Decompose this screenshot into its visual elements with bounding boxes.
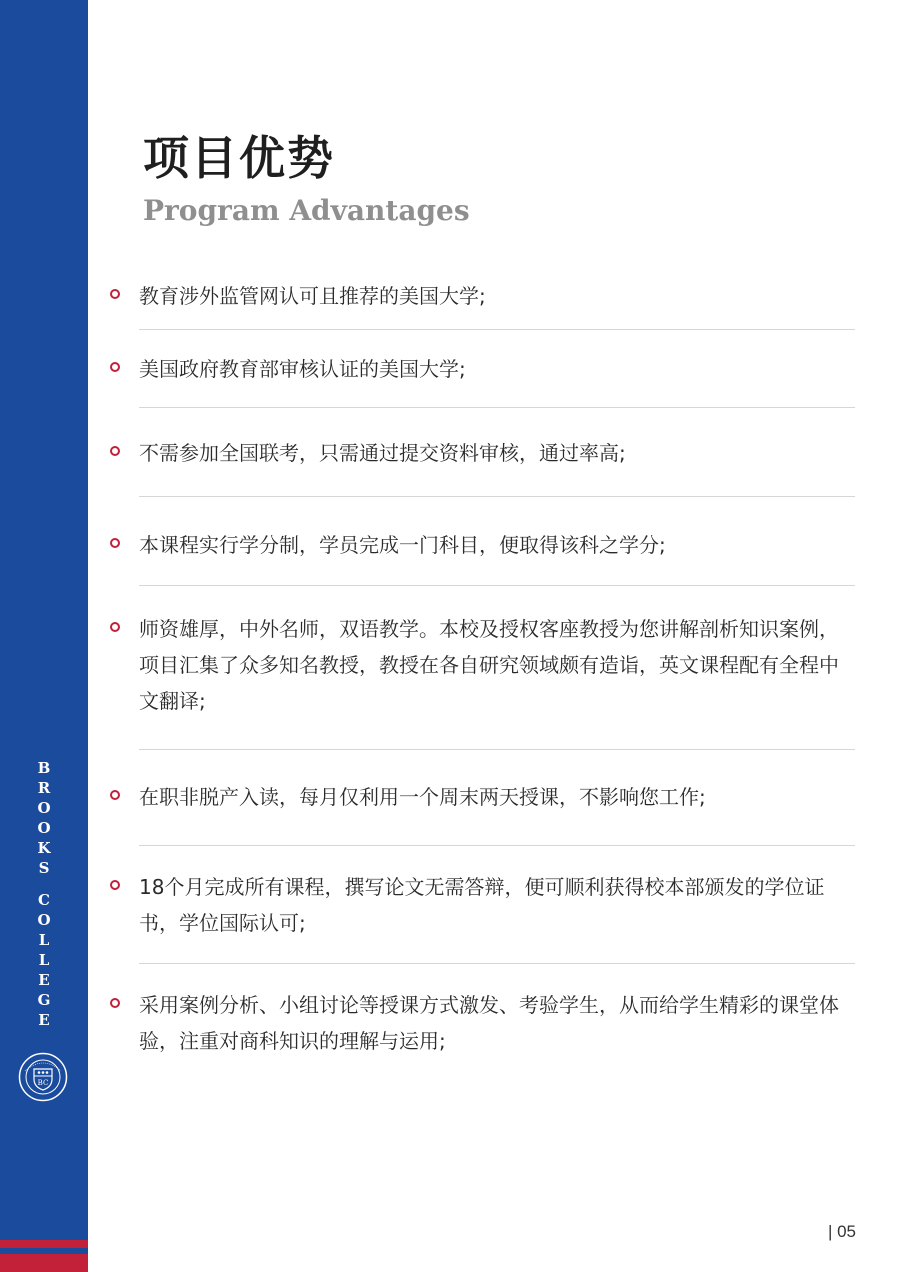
advantage-text: 美国政府教育部审核认证的美国大学; bbox=[139, 357, 466, 381]
bullet-icon bbox=[110, 880, 120, 890]
letter: G bbox=[37, 991, 51, 1009]
advantage-text: 教育涉外监管网认可且推荐的美国大学; bbox=[139, 284, 486, 308]
bullet-icon bbox=[110, 362, 120, 372]
advantage-text: 在职非脱产入读，每月仅利用一个周末两天授课，不影响您工作; bbox=[139, 785, 706, 809]
letter: E bbox=[38, 1011, 50, 1029]
bullet-icon bbox=[110, 446, 120, 456]
letter: L bbox=[38, 931, 50, 949]
bullet-icon bbox=[110, 998, 120, 1008]
bullet-icon bbox=[110, 289, 120, 299]
bullet-icon bbox=[110, 538, 120, 548]
divider bbox=[139, 963, 855, 964]
page-number: | 05 bbox=[827, 1222, 856, 1241]
left-sidebar bbox=[0, 0, 88, 1272]
red-stripe bbox=[0, 1254, 88, 1272]
divider bbox=[139, 749, 855, 750]
svg-text:BC: BC bbox=[37, 1079, 49, 1087]
letter: S bbox=[38, 859, 50, 877]
letter: R bbox=[37, 779, 51, 797]
letter: B bbox=[37, 759, 51, 777]
advantage-text: 采用案例分析、小组讨论等授课方式激发、考验学生，从而给学生精彩的课堂体验，注重对商科知识的理解与运用; bbox=[139, 993, 839, 1053]
letter: L bbox=[38, 951, 50, 969]
page-subtitle: Program Advantages bbox=[143, 194, 470, 227]
divider bbox=[139, 585, 855, 586]
word-gap bbox=[0, 878, 88, 890]
divider bbox=[139, 845, 855, 846]
divider bbox=[139, 496, 855, 497]
advantage-text: 18个月完成所有课程，撰写论文无需答辩，便可顺利获得校本部颁发的学位证书，学位国际认可; bbox=[139, 875, 825, 935]
advantage-text: 不需参加全国联考，只需通过提交资料审核，通过率高; bbox=[139, 441, 626, 465]
letter: C bbox=[38, 891, 50, 909]
letter: E bbox=[38, 971, 50, 989]
letter: O bbox=[37, 799, 51, 817]
red-stripe bbox=[0, 1240, 88, 1248]
divider bbox=[139, 329, 855, 330]
bullet-icon bbox=[110, 790, 120, 800]
page-title: 项目优势 bbox=[143, 131, 335, 185]
advantage-text: 本课程实行学分制，学员完成一门科目，便取得该科之学分; bbox=[139, 533, 666, 557]
vertical-college-name bbox=[0, 758, 88, 1030]
divider bbox=[139, 407, 855, 408]
college-seal-icon bbox=[18, 1052, 68, 1102]
bullet-icon bbox=[110, 622, 120, 632]
letter: K bbox=[37, 839, 51, 857]
letter: O bbox=[37, 819, 51, 837]
letter: O bbox=[37, 911, 51, 929]
advantage-text: 师资雄厚，中外名师，双语教学。本校及授权客座教授为您讲解剖析知识案例，项目汇集了众多知名教授，教授在各自研究领域颇有造诣，英文课程配有全程中文翻译; bbox=[139, 617, 839, 713]
